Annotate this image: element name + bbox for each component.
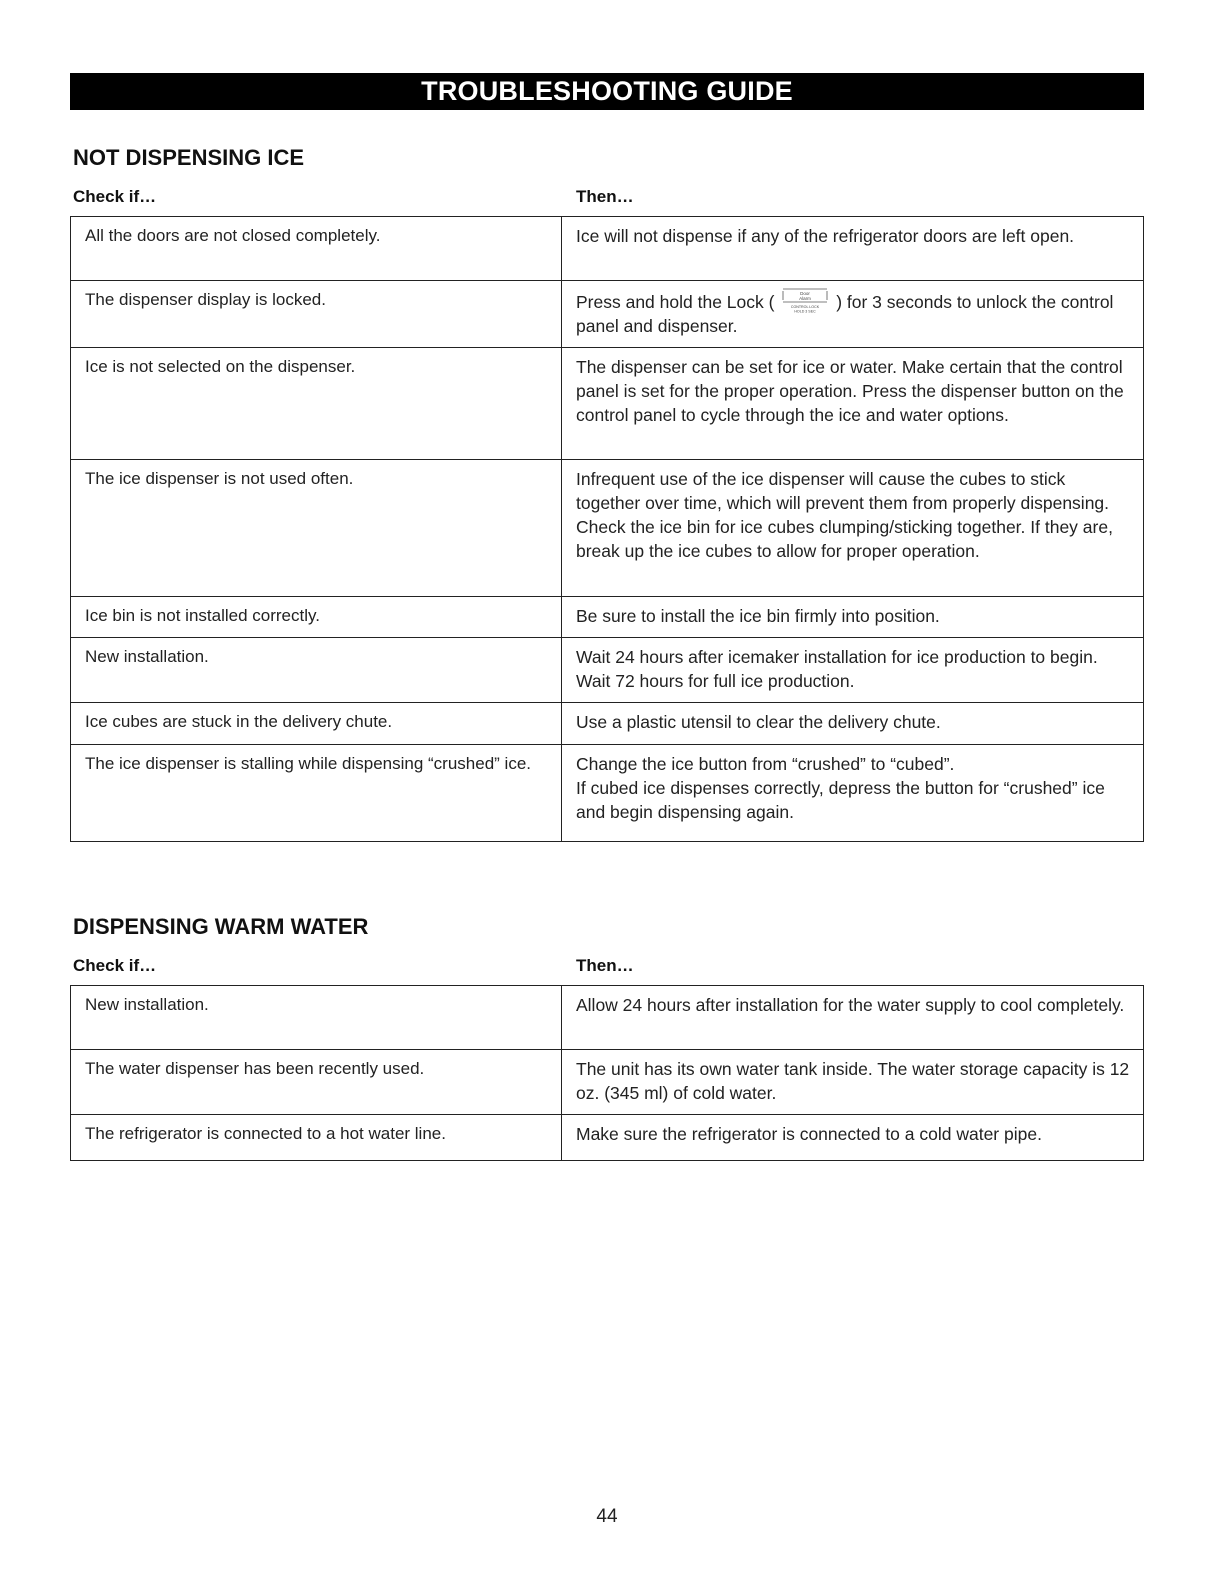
troubleshooting-table-warm-water	[70, 985, 1144, 1161]
table-row	[71, 597, 1144, 638]
then-cell: Ice will not dispense if any of the refrigerator doors are left open.	[562, 217, 1144, 281]
check-cell: Ice cubes are stuck in the delivery chute.	[71, 703, 562, 745]
section-title-dispensing-warm-water: DISPENSING WARM WATER	[73, 914, 369, 939]
door-alarm-control-lock-icon	[779, 288, 831, 314]
then-cell	[562, 281, 1144, 348]
then-cell: Wait 24 hours after icemaker installation for ice production to begin. Wait 72 hours for full ice production.	[562, 638, 1144, 703]
then-line: If cubed ice dispenses correctly, depress the button for “crushed” ice and begin dispensing again.	[576, 778, 1105, 822]
then-text-before-icon: Press and hold the Lock (	[576, 292, 775, 312]
table-row	[71, 638, 1144, 703]
table-row	[71, 281, 1144, 348]
table-row	[71, 745, 1144, 842]
then-cell: Make sure the refrigerator is connected to a cold water pipe.	[562, 1115, 1144, 1161]
column-header-check: Check if…	[73, 187, 157, 206]
then-cell: Use a plastic utensil to clear the delivery chute.	[562, 703, 1144, 745]
check-cell: The refrigerator is connected to a hot water line.	[71, 1115, 562, 1161]
page-title-banner: TROUBLESHOOTING GUIDE	[70, 73, 1144, 110]
table-row	[71, 1115, 1144, 1161]
svg-text:Door: Door	[800, 291, 811, 296]
then-cell: Infrequent use of the ice dispenser will cause the cubes to stick together over time, which will prevent them from properly dispensing. Check the ice bin for ice cubes clumping/sticking together. If they are, break up the ice cubes to allow for proper operation.	[562, 460, 1144, 597]
check-cell: All the doors are not closed completely.	[71, 217, 562, 281]
table-row	[71, 1050, 1144, 1115]
section-title-not-dispensing-ice: NOT DISPENSING ICE	[73, 145, 305, 170]
check-cell: New installation.	[71, 638, 562, 703]
then-cell: The unit has its own water tank inside. The water storage capacity is 12 oz. (345 ml) of cold water.	[562, 1050, 1144, 1115]
column-header-then: Then…	[576, 956, 634, 975]
svg-text:CONTROL LOCK: CONTROL LOCK	[791, 305, 820, 309]
column-header-then: Then…	[576, 187, 634, 206]
check-cell: The ice dispenser is not used often.	[71, 460, 562, 597]
page-number: 44	[596, 1506, 618, 1527]
svg-text:Alarm: Alarm	[799, 296, 812, 301]
svg-text:HOLD 3 SEC: HOLD 3 SEC	[794, 309, 817, 314]
then-cell: Be sure to install the ice bin firmly into position.	[562, 597, 1144, 638]
check-cell: Ice is not selected on the dispenser.	[71, 348, 562, 460]
table-row	[71, 703, 1144, 745]
table-row	[71, 986, 1144, 1050]
troubleshooting-table-ice	[70, 216, 1144, 842]
table-row	[71, 217, 1144, 281]
table-row	[71, 348, 1144, 460]
then-line: Change the ice button from “crushed” to “cubed”.	[576, 754, 955, 774]
check-cell: The ice dispenser is stalling while dispensing “crushed” ice.	[71, 745, 562, 842]
check-cell: The water dispenser has been recently used.	[71, 1050, 562, 1115]
table-row	[71, 460, 1144, 597]
then-cell: Allow 24 hours after installation for the water supply to cool completely.	[562, 986, 1144, 1050]
then-cell: The dispenser can be set for ice or water. Make certain that the control panel is set for the proper operation. Press the dispenser button on the control panel to cycle through the ice and water options.	[562, 348, 1144, 460]
check-cell: New installation.	[71, 986, 562, 1050]
column-header-check: Check if…	[73, 956, 157, 975]
then-cell	[562, 745, 1144, 842]
check-cell: Ice bin is not installed correctly.	[71, 597, 562, 638]
check-cell: The dispenser display is locked.	[71, 281, 562, 348]
then-text-after-icon: ) for 3 seconds to unlock the control panel and dispenser.	[576, 292, 1114, 336]
